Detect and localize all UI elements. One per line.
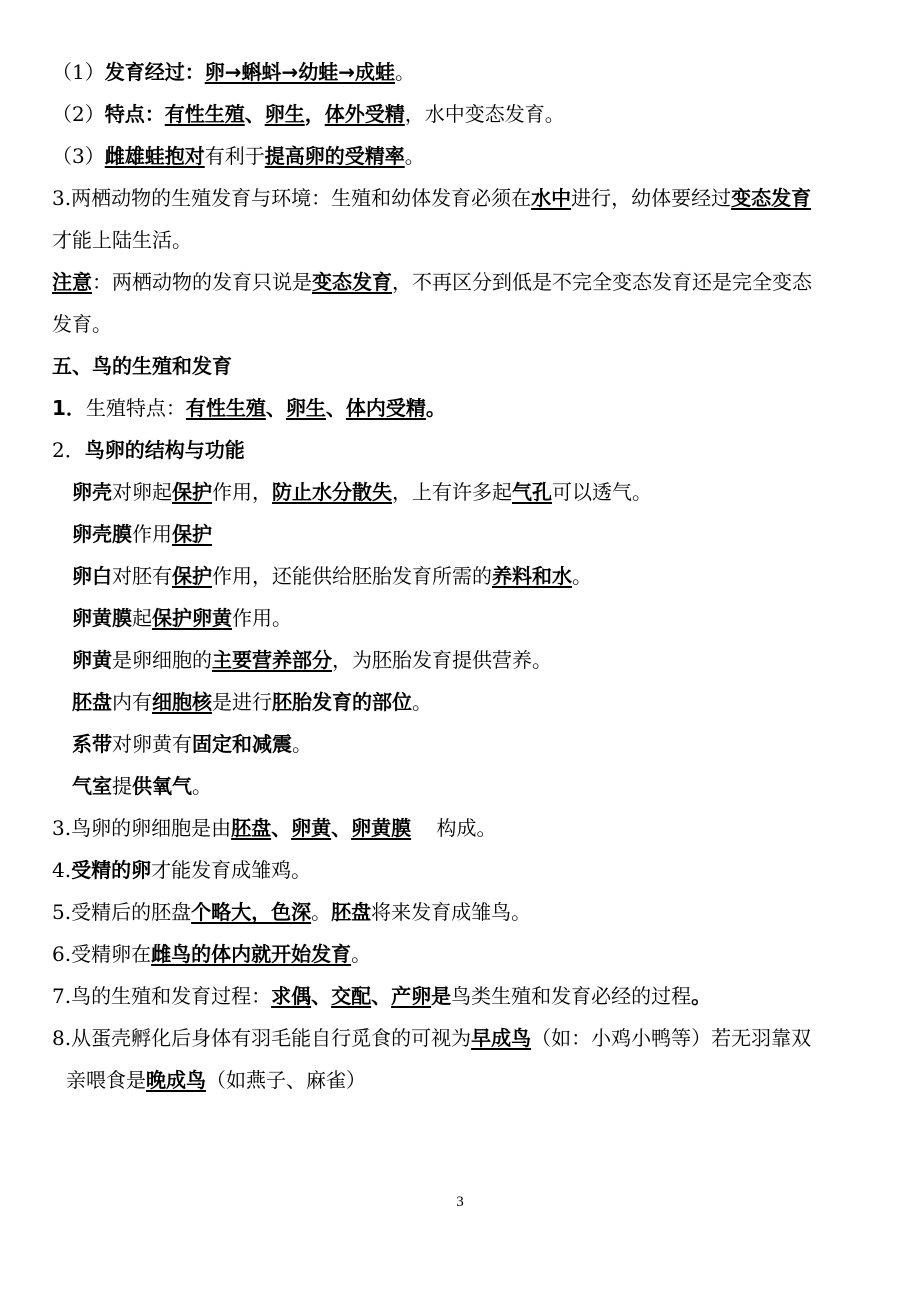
egg-shell-line [72,478,652,506]
text-segment: 卵生 [264,102,305,126]
text-segment: 、 [244,102,265,126]
text-segment: 才能上陆生活。 [52,228,192,252]
text-segment: 。 [192,774,212,798]
text-segment: 早成鸟 [471,1026,532,1050]
text-segment: 。 [412,690,432,714]
text-segment: 水中 [531,186,572,210]
text-segment: 作用， [212,480,272,504]
text-segment: 受精的卵 [71,858,152,882]
text-segment: 防止水分散失 [272,480,392,504]
text-segment: 供氧气 [132,774,192,798]
egg-white-line [72,562,592,590]
text-segment: 、 [271,816,292,840]
text-segment: 保护 [172,522,212,546]
shell-membrane-line [72,520,212,548]
text-segment: 卵黄膜 [351,816,412,840]
text-segment: 可以透气。 [552,480,652,504]
text-segment: （2） [52,102,105,126]
text-segment: 气室 [72,774,112,798]
subheading [52,436,245,464]
text-segment: 6.受精卵在 [52,942,152,966]
text-segment: 卵壳 [72,480,112,504]
text-line-9 [52,394,446,422]
germinal-disc-line [72,688,432,716]
text-segment: 。 [311,900,332,924]
text-segment: 对卵起 [112,480,172,504]
text-line-19 [52,814,497,842]
text-line-7 [52,310,112,338]
yolk-membrane-line [72,604,292,632]
text-segment: 保护卵黄 [152,606,232,630]
text-segment: 卵壳膜 [72,522,132,546]
text-segment: 才能发育成雏鸡。 [151,858,312,882]
text-segment: 细胞核 [152,690,212,714]
text-segment: 有利于 [204,144,265,168]
text-segment: 变态发育 [731,186,812,210]
text-segment: 鸟类生殖和发育必经的过程 [451,984,692,1008]
text-segment: 胚盘 [331,900,372,924]
text-segment: 是卵细胞的 [112,648,212,672]
text-line-3 [52,142,425,170]
text-segment: 进行，幼体要经过 [571,186,732,210]
text-segment: 。 [351,942,372,966]
text-segment: ， [304,102,325,126]
text-segment: 有性生殖 [185,396,266,420]
text-segment: ，为胚胎发育提供营养。 [332,648,552,672]
text-segment: 主要营养部分 [212,648,332,672]
text-segment: 卵白 [72,564,112,588]
text-segment: 卵黄 [291,816,332,840]
text-segment: 生殖特点： [85,396,186,420]
text-segment: 、 [265,396,286,420]
text-segment: 起 [132,606,152,630]
text-segment: 雌鸟的体内就开始发育 [151,942,352,966]
text-segment: 是进行 [212,690,272,714]
text-segment: 卵黄 [72,648,112,672]
text-line-21 [52,898,531,926]
section-heading [52,352,232,380]
text-line-25 [66,1066,366,1094]
text-segment: 、 [311,984,332,1008]
text-segment: 保护 [172,480,212,504]
text-segment: 固定和减震 [192,732,292,756]
text-segment: 1． [52,396,86,420]
text-segment: 有性生殖 [164,102,245,126]
text-segment: 晚成鸟 [146,1068,206,1092]
text-segment: 气孔 [512,480,552,504]
text-segment: 8.从蛋壳孵化后身体有羽毛能自行觅食的可视为 [52,1026,472,1050]
text-segment: 对卵黄有 [112,732,192,756]
text-segment: 提 [112,774,132,798]
text-segment: 。 [691,984,712,1008]
text-segment: 将来发育成雏鸟。 [371,900,532,924]
text-segment: 作用。 [232,606,292,630]
text-segment: 体外受精 [324,102,405,126]
air-cell-line [72,772,212,800]
text-line-23 [52,982,711,1010]
text-segment: 卵→蝌蚪→幼蛙→成蛙 [204,60,396,84]
text-segment: 注意 [52,270,92,294]
text-line-5 [52,226,192,254]
text-segment: 胚盘 [231,816,272,840]
text-line-1 [52,58,415,86]
text-segment: （如燕子、麻雀） [206,1068,366,1092]
text-segment: 作用 [132,522,172,546]
text-segment: 。 [404,144,425,168]
text-segment: 。 [425,396,446,420]
text-segment: 卵黄膜 [72,606,132,630]
chalaza-line [72,730,312,758]
text-segment: ，不再区分到低是不完全变态发育还是完全变态 [392,270,812,294]
text-segment: 3.两栖动物的生殖发育与环境：生殖和幼体发育必须在 [52,186,532,210]
text-segment: ：两栖动物的发育只说是 [92,270,312,294]
text-line-24 [52,1024,811,1052]
text-line-20 [52,856,311,884]
text-segment: 。 [292,732,312,756]
text-segment: 。 [395,60,416,84]
note-line [52,268,812,296]
text-segment: 产卵 [391,984,432,1008]
text-segment: 变态发育 [312,270,392,294]
text-segment: 交配 [331,984,372,1008]
text-segment: 求偶 [271,984,312,1008]
text-segment: （如：小鸡小鸭等）若无羽靠双 [531,1026,812,1050]
text-segment: （3） [52,144,105,168]
text-segment: 4. [52,858,72,882]
text-line-22 [52,940,371,968]
text-segment: 。 [572,564,592,588]
text-segment: 对胚有 [112,564,172,588]
text-segment: 胚盘 [72,690,112,714]
text-segment: 亲喂食是 [66,1068,146,1092]
text-segment: 个略大，色深 [191,900,312,924]
text-segment: 提高卵的受精率 [264,144,405,168]
text-segment: 作用，还能供给胚胎发育所需的 [212,564,492,588]
text-segment: 保护 [172,564,212,588]
text-segment: 系带 [72,732,112,756]
text-segment: 5.受精后的胚盘 [52,900,192,924]
text-segment: ，水中变态发育。 [404,102,565,126]
text-segment: 、 [371,984,392,1008]
text-segment: 养料和水 [492,564,572,588]
text-segment: 、 [325,396,346,420]
page-number: 3 [456,1194,464,1210]
text-line-2 [52,100,565,128]
text-segment: （1） [52,60,105,84]
text-segment: 7.鸟的生殖和发育过程： [52,984,272,1008]
text-segment: 内有 [112,690,152,714]
text-segment: 体内受精 [345,396,426,420]
text-line-4 [52,184,811,212]
text-segment: 2． [52,438,85,462]
text-segment: 胚胎发育的部位 [272,690,412,714]
text-segment: 、 [331,816,352,840]
text-segment: 发育经过： [104,60,205,84]
text-segment: 雌雄蛙抱对 [104,144,205,168]
text-segment: 3.鸟卵的卵细胞是由 [52,816,232,840]
text-segment: ，上有许多起 [392,480,512,504]
text-segment: 特点： [104,102,165,126]
text-segment: 鸟卵的结构与功能 [84,438,245,462]
text-segment: 五、鸟的生殖和发育 [52,354,232,378]
yolk-line [72,646,552,674]
text-segment: 构成。 [411,816,497,840]
text-segment: 卵生 [285,396,326,420]
text-segment: 是 [431,984,452,1008]
text-segment: 发育。 [52,312,112,336]
